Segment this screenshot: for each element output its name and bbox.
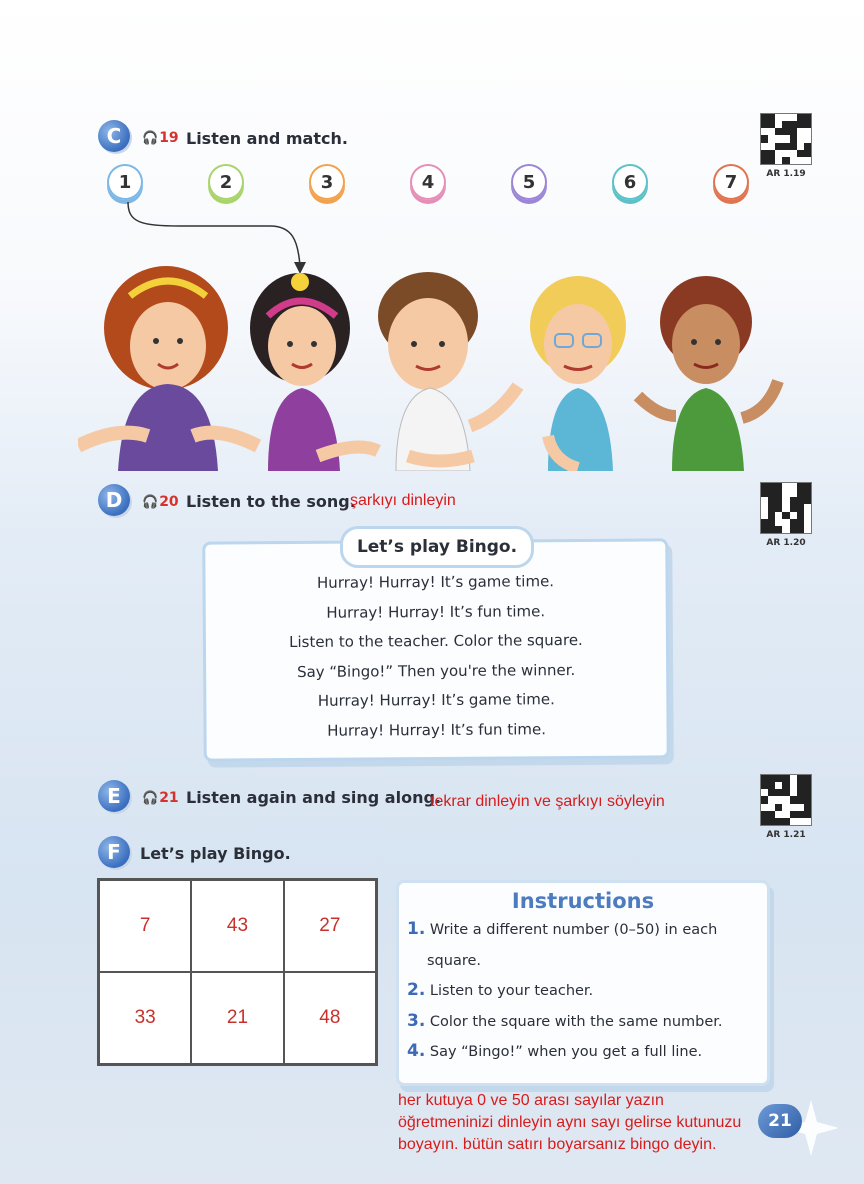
instructions-card — [396, 880, 770, 1086]
page-number: 21 — [758, 1104, 802, 1138]
bingo-cell[interactable]: 21 — [191, 972, 283, 1064]
track-number: 19 — [159, 130, 179, 146]
instruction-item — [407, 976, 767, 1007]
track-21-audio-button[interactable] — [136, 787, 185, 809]
match-number-1[interactable]: 1 — [107, 164, 143, 200]
qr-code-icon — [760, 113, 812, 165]
song-line: Hurray! Hurray! It’s game time. — [317, 690, 555, 710]
song-line: Hurray! Hurray! It’s game time. — [316, 572, 555, 592]
track-19-audio-button[interactable] — [136, 127, 185, 149]
child-5 — [638, 276, 778, 471]
qr-label: AR 1.19 — [766, 169, 806, 179]
child-4 — [530, 276, 626, 471]
qr-code-icon — [760, 774, 812, 826]
instruction-number: 4. — [407, 1041, 426, 1061]
instruction-number: 2. — [407, 980, 426, 1000]
qr-label: AR 1.20 — [766, 538, 806, 548]
note-line: her kutuya 0 ve 50 arası sayılar yazın — [398, 1092, 664, 1109]
section-e-translation-note: tekrar dinleyin ve şarkıyı söyleyin — [430, 793, 665, 810]
instruction-item — [407, 1007, 767, 1038]
section-c-title: Listen and match. — [186, 129, 348, 148]
section-f-title: Let’s play Bingo. — [140, 844, 291, 863]
instruction-item — [407, 946, 767, 977]
track-number: 21 — [159, 790, 179, 806]
instruction-number: 1. — [407, 919, 426, 939]
section-e-badge: E — [98, 780, 130, 812]
qr-code-ar-1-20[interactable] — [760, 482, 812, 548]
match-number-4[interactable]: 4 — [410, 164, 446, 200]
match-number-2[interactable]: 2 — [208, 164, 244, 200]
headphones-icon: 🎧 — [142, 790, 159, 806]
instruction-number: 3. — [407, 1010, 426, 1031]
instruction-text: Listen to your teacher. — [429, 983, 594, 999]
children-illustration — [78, 256, 788, 471]
bingo-cell[interactable]: 33 — [99, 972, 191, 1064]
headphones-icon: 🎧 — [142, 494, 159, 510]
child-3 — [378, 272, 518, 471]
bingo-cell[interactable]: 48 — [284, 972, 376, 1064]
track-20-audio-button[interactable] — [136, 491, 185, 513]
instruction-text: Color the square with the same number. — [429, 1013, 723, 1030]
section-f-badge: F — [98, 836, 130, 868]
section-c-badge: C — [98, 120, 130, 152]
section-d-title: Listen to the song. — [186, 492, 356, 511]
note-line: öğretmeninizi dinleyin aynı sayı gelirse kutunuzu — [398, 1114, 742, 1131]
section-d-badge: D — [98, 484, 130, 516]
song-title: Let’s play Bingo. — [340, 526, 534, 568]
bingo-cell[interactable]: 7 — [99, 880, 191, 972]
instruction-text: square. — [427, 952, 482, 969]
qr-label: AR 1.21 — [766, 830, 806, 840]
match-number-6[interactable]: 6 — [612, 164, 648, 200]
section-f-translation-note — [398, 1090, 741, 1156]
qr-code-ar-1-19[interactable] — [760, 113, 812, 179]
match-number-7[interactable]: 7 — [713, 164, 749, 200]
match-number-3[interactable]: 3 — [309, 164, 345, 200]
song-line: Hurray! Hurray! It’s fun time. — [326, 601, 546, 622]
qr-code-icon — [760, 482, 812, 534]
match-numbers-row — [107, 164, 757, 204]
match-number-5[interactable]: 5 — [511, 164, 547, 200]
song-lyrics — [205, 541, 666, 746]
bingo-cell[interactable]: 27 — [284, 880, 376, 972]
instruction-text: Say “Bingo!” when you get a full line. — [429, 1044, 703, 1060]
song-lyrics-card — [202, 538, 670, 761]
instructions-title: Instructions — [511, 889, 655, 913]
song-line: Hurray! Hurray! It’s fun time. — [327, 719, 547, 740]
bingo-cell[interactable]: 43 — [191, 880, 283, 972]
bingo-grid — [97, 878, 378, 1066]
song-line: Say “Bingo!” Then you're the winner. — [296, 660, 576, 681]
headphones-icon: 🎧 — [142, 130, 159, 146]
section-d-translation-note: şarkıyı dinleyin — [350, 492, 456, 509]
child-1 — [78, 266, 258, 471]
note-line: boyayın. bütün satırı boyarsanız bingo deyin. — [398, 1136, 717, 1153]
track-number: 20 — [159, 494, 179, 510]
instruction-item — [407, 1037, 767, 1068]
instructions-list — [399, 913, 767, 1068]
song-line: Listen to the teacher. Color the square. — [289, 630, 583, 652]
qr-code-ar-1-21[interactable] — [760, 774, 812, 840]
instruction-text: Write a different number (0–50) in each — [429, 922, 718, 938]
child-2 — [250, 273, 378, 471]
section-e-title: Listen again and sing along. — [186, 788, 441, 807]
instruction-item — [407, 915, 767, 946]
